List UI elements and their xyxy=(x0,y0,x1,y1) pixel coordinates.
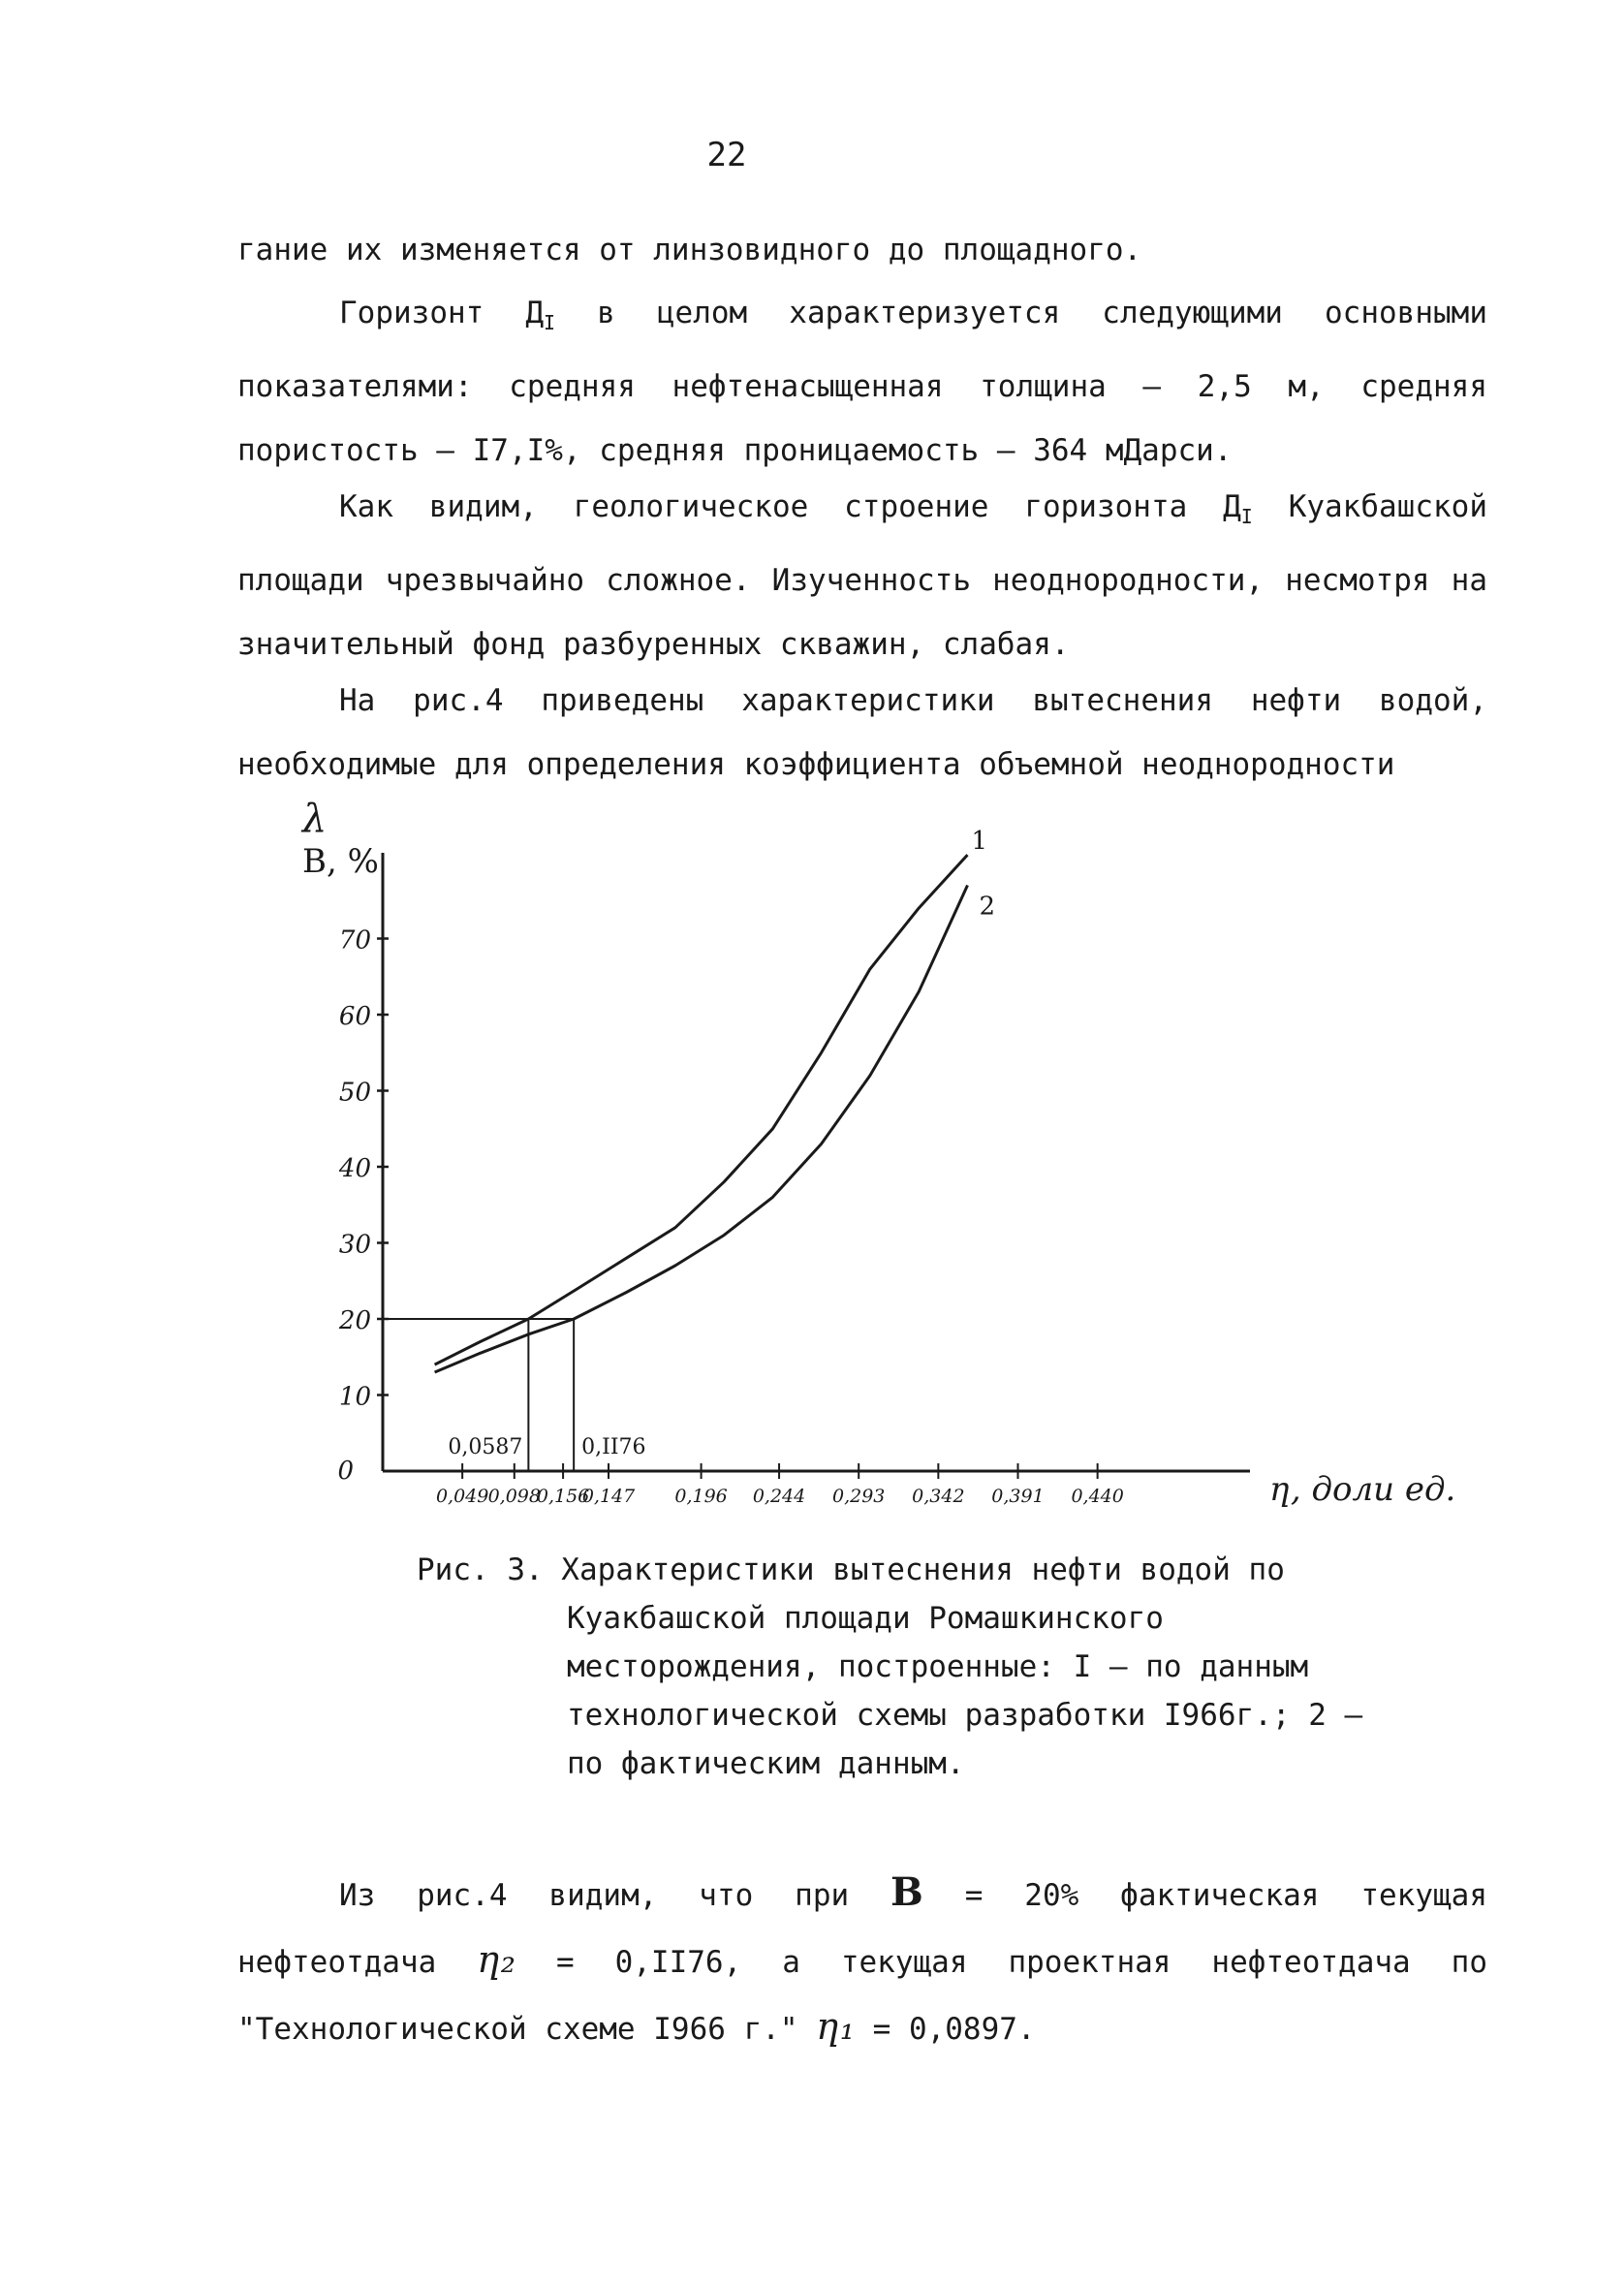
y-tick-label: 60 xyxy=(338,1002,371,1031)
conclusion-text-3: = 0,II76, а текущая проектная нефтеотдача по "Технологической схеме I966 г." xyxy=(237,1945,1487,2047)
paragraph-4-text: На рис.4 приведены характеристики вытеснения нефти водой, необходимые для определения коэффициента объемной неоднородности xyxy=(237,683,1487,782)
paragraph-3-text-b: Куакбашской площади чрезвычайно сложное. Изученность неоднородности, несмотря на значительный фонд разбуренных скважин, слабая. xyxy=(237,489,1487,663)
corner-mark: λ xyxy=(302,797,328,841)
caption-lead: Рис. 3. Характеристики вытеснения нефти водой по xyxy=(417,1552,1285,1587)
displacement-chart xyxy=(233,775,1456,1531)
paragraph-1 xyxy=(237,218,1487,282)
annotation-label: 0,0587 xyxy=(448,1435,523,1459)
x-tick-label: 0,244 xyxy=(752,1486,806,1507)
series-label: 1 xyxy=(971,827,988,857)
conclusion-text-2: = 20% фактическая текущая нефтеотдача xyxy=(237,1878,1487,1980)
figure-caption xyxy=(417,1546,1395,1788)
paragraph-2 xyxy=(237,281,1487,483)
x-tick-label: 0,440 xyxy=(1071,1486,1124,1507)
y-tick-label: 40 xyxy=(338,1154,371,1183)
conclusion-paragraph xyxy=(237,1861,1487,2061)
x-tick-label: 0,196 xyxy=(674,1486,728,1507)
conclusion-text-4: = 0,0897. xyxy=(854,2012,1036,2047)
y-axis-label: B, % xyxy=(302,842,379,881)
x-tick-label: 0,156 xyxy=(536,1486,590,1507)
series-line-1 xyxy=(435,855,968,1364)
caption-body: Куакбашской площади Ромашкинского месторождения, построенные: I – по данным технологической схемы разработки I966г.; 2 – по фактическим данным. xyxy=(567,1601,1363,1781)
paragraph-3-text-a: Как видим, геологическое строение горизонта Д xyxy=(339,489,1241,524)
b-symbol: B xyxy=(890,1869,923,1915)
x-tick-label: 0,391 xyxy=(991,1486,1045,1507)
paragraph-3-subscript: I xyxy=(1240,505,1253,529)
x-tick-label: 0,049 xyxy=(435,1486,489,1507)
x-tick-label: 0,342 xyxy=(912,1486,965,1507)
eta-1-symbol: ƞ₁ xyxy=(816,2005,855,2048)
paragraph-2-subscript: I xyxy=(544,311,556,335)
conclusion-text-1: Из рис.4 видим, что при xyxy=(339,1878,891,1913)
page-number: 22 xyxy=(706,136,747,174)
origin-label: 0 xyxy=(337,1457,354,1486)
y-tick-label: 70 xyxy=(338,925,371,956)
paragraph-3 xyxy=(237,475,1487,676)
y-tick-label: 10 xyxy=(338,1382,371,1412)
x-axis-label: ƞ, доли ед. xyxy=(1269,1470,1456,1509)
eta-2-symbol: ƞ₂ xyxy=(477,1938,515,1981)
x-tick-label: 0,293 xyxy=(832,1486,886,1507)
y-tick-label: 30 xyxy=(338,1230,371,1260)
x-tick-label: 0,098 xyxy=(487,1486,541,1507)
x-tick-label: 0,147 xyxy=(581,1486,636,1507)
y-tick-label: 20 xyxy=(338,1306,371,1335)
paragraph-1-text: гание их изменяется от линзовидного до площадного. xyxy=(237,233,1142,267)
series-line-2 xyxy=(435,886,968,1373)
series-label: 2 xyxy=(979,892,996,922)
y-tick-label: 50 xyxy=(338,1078,371,1108)
annotation-label: 0,II76 xyxy=(581,1435,646,1459)
paragraph-2-text-a: Горизонт Д xyxy=(339,296,545,330)
paragraph-2-text-b: в целом характеризуется следующими основными показателями: средняя нефтенасыщенная толщина – 2,5 м, средняя пористость – I7,I%, средняя проницаемость – 364 мДарси. xyxy=(237,296,1487,469)
